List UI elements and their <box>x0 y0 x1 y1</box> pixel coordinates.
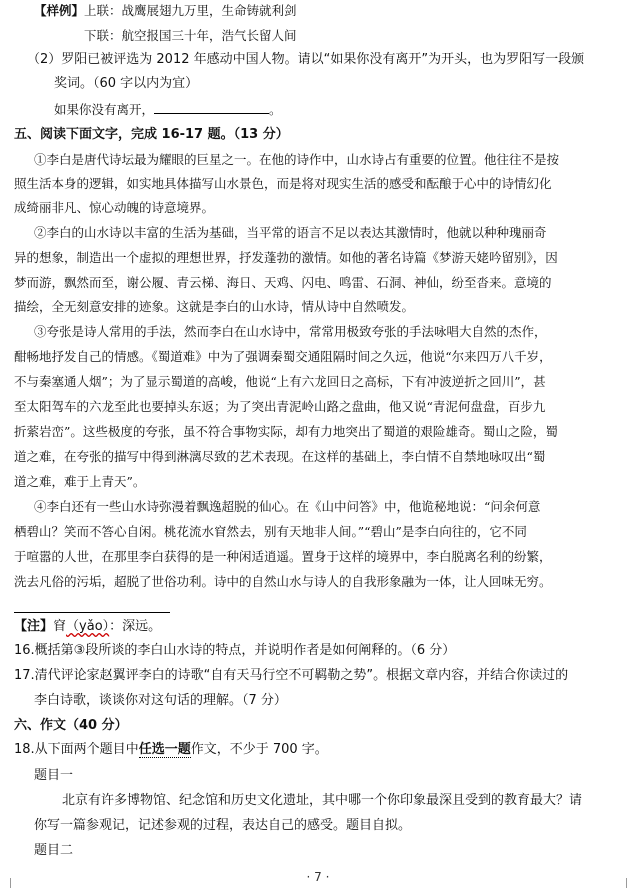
example-line-1 <box>34 2 297 20</box>
passage-line: ①李白是唐代诗坛最为耀眼的巨星之一。在他的诗作中，山水诗占有重要的位置。他往往不是按 <box>34 152 560 167</box>
question-16: 16.概括第③段所谈的李白山水诗的特点，并说明作者是如何阐释的。（6 分） <box>14 643 456 658</box>
passage-line: 成绮丽非凡、惊心动魄的诗意境界。 <box>14 200 215 215</box>
section-5-heading: 五、阅读下面文字，完成 16-17 题。（13 分） <box>14 127 289 142</box>
section-6-heading: 六、作文（40 分） <box>14 718 128 733</box>
passage-line: 酣畅地抒发自己的情感。《蜀道难》中为了强调秦蜀交通阻隔时间之久远，他说“尔来四万八千岁， <box>14 349 552 364</box>
topic-1-label: 题目一 <box>34 768 74 783</box>
footnote-pinyin: （yǎo） <box>66 619 110 634</box>
passage-line: ④李白还有一些山水诗弥漫着飘逸超脱的仙心。在《山中问答》中，他诡秘地说：“问余何意 <box>34 499 541 514</box>
topic-1-line-2: 你写一篇参观记，记述参观的过程，表达自己的感受。题目自拟。 <box>34 818 412 833</box>
passage-line: 照生活本身的逻辑，如实地具体描写山水景色，而是将对现实生活的感受和酝酿于心中的诗情幻化 <box>14 176 552 191</box>
footnote-divider <box>14 612 170 613</box>
footnote <box>14 618 161 636</box>
passage-line: 梦而游，飘然而至，谢公履、青云梯、海日、天鸡、闪电、鸣雷、石洞、神仙，纷至沓来。意境的 <box>14 275 552 290</box>
question-18 <box>14 741 328 759</box>
example-tag: 【样例】 <box>34 3 85 18</box>
answer-prefix: 如果你没有离开， <box>54 102 155 117</box>
passage-line: 折萦岩峦”。这些极度的夸张，虽不符合事物实际，却有力地突出了蜀道的艰险雄奇。蜀山之险，蜀 <box>14 424 558 439</box>
question-18-lead: 18.从下面两个题目中 <box>14 742 139 757</box>
passage-line: ③夸张是诗人常用的手法，然而李白在山水诗中，常常用极致夸张的手法咏唱大自然的杰作， <box>34 324 547 339</box>
topic-1-line-1: 北京有许多博物馆、纪念馆和历史文化遗址，其中哪一个你印象最深且受到的教育最大？请 <box>62 793 583 808</box>
answer-blank[interactable] <box>154 101 269 114</box>
passage-line: 道之难，难于上青天”。 <box>14 474 146 489</box>
page-corner-mark-right <box>626 878 636 888</box>
page-number: · 7 · <box>306 870 330 884</box>
page-corner-mark-left <box>0 878 11 888</box>
example-upper-couplet: 上联：战鹰展翅九万里，生命铸就利剑 <box>84 3 297 18</box>
question-2-line-1: （2）罗阳已被评选为 2012 年感动中国人物。请以“如果你没有离开”为开头，也为罗阳写一段颁 <box>27 52 585 67</box>
passage-line: 道之难，在夸张的描写中得到淋漓尽致的艺术表现。在这样的基础上，李白情不自禁地咏叹出“蜀 <box>14 449 546 464</box>
question-17-line-1: 17.清代评论家赵翼评李白的诗歌“自有天马行空不可羁勒之势”。根据文章内容，并结合你读过的 <box>14 668 569 683</box>
passage-line: 于喧嚣的人世，在那里李白获得的是一种闲适逍遥。置身于这样的境界中，李白脱离名利的纷繁， <box>14 549 552 564</box>
passage-line: 异的想象，制造出一个虚拟的理想世界，抒发蓬勃的激情。如他的著名诗篇《梦游天姥吟留别》，因 <box>14 250 558 265</box>
passage-line: 至太阳驾车的六龙至此也要掉头东返；为了突出青泥岭山路之盘曲，他又说“青泥何盘盘，百步九 <box>14 399 546 414</box>
question-2-answer-line <box>54 101 282 119</box>
passage-line: 洗去凡俗的污垢，超脱了世俗功利。诗中的自然山水与诗人的自我形象融为一体，让人回味无穷。 <box>14 574 552 589</box>
footnote-tag: 【注】 <box>14 619 54 634</box>
question-17-line-2: 李白诗歌，谈谈你对这句话的理解。（7 分） <box>34 693 287 708</box>
question-2-line-2: 奖词。（60 字以内为宜） <box>54 76 199 91</box>
footnote-char: 窅 <box>53 619 67 634</box>
example-lower-couplet: 下联：航空报国三十年，浩气长留人间 <box>84 28 297 43</box>
passage-line: ②李白的山水诗以丰富的生活为基础，当平常的语言不足以表达其激情时，他就以种种瑰丽奇 <box>34 225 547 240</box>
footnote-gloss: ：深远。 <box>109 619 162 634</box>
question-18-emphasis: 任选一题 <box>138 742 191 757</box>
question-18-tail: 作文，不少于 700 字。 <box>190 742 328 757</box>
topic-2-label: 题目二 <box>34 843 74 858</box>
passage-line: 不与秦塞通人烟”；为了显示蜀道的高峻，他说“上有六龙回日之高标，下有冲波逆折之回川”，甚 <box>14 374 546 389</box>
passage-line: 描绘，全无刻意安排的迹象。这就是李白的山水诗，情从诗中自然喷发。 <box>14 299 415 314</box>
passage-line: 栖碧山？笑而不答心自闲。桃花流水窅然去，别有天地非人间。”“碧山”是李白向往的，它不同 <box>14 524 527 539</box>
answer-suffix: 。 <box>269 102 282 117</box>
